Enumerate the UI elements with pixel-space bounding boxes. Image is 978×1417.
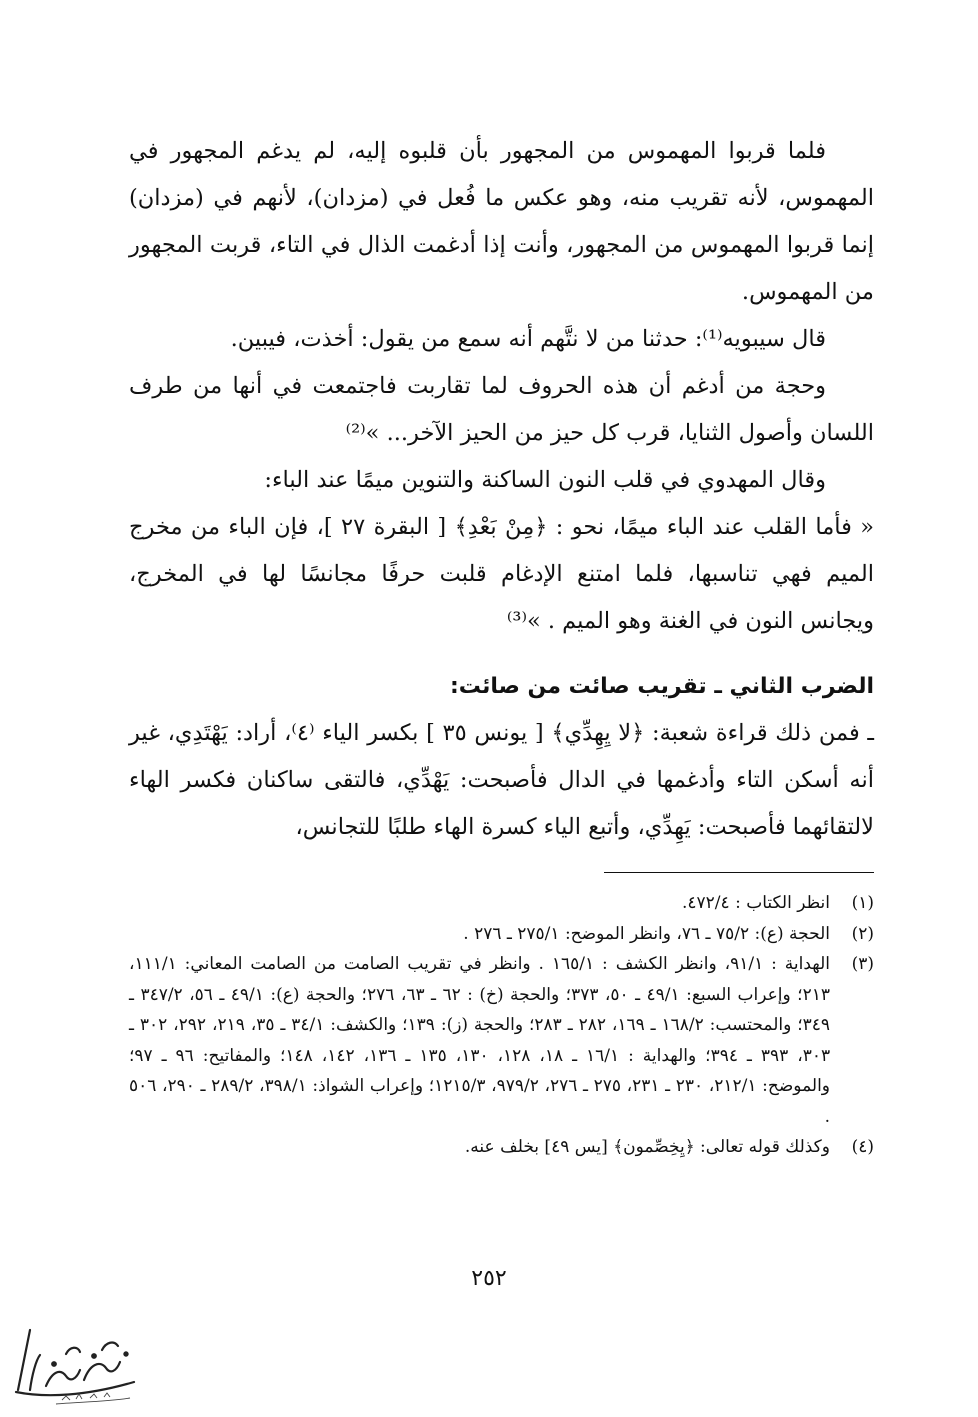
section-heading: الضرب الثاني ـ تقريب صائت من صائت: bbox=[450, 674, 874, 699]
main-text bbox=[129, 128, 874, 851]
paragraph-5-quote: « فأما القلب عند الباء ميمًا، نحو : ﴿مِنْ بَعْدِ﴾ [ البقرة ٢٧ ]، فإن الباء من مخرج الميم فهي تناسبها، فلما امتنع الإدغام قلبت حرفًا مجانسًا لها في المخرج، ويجانس النون في الغنة وهو الميم . »⁽³⁾ bbox=[129, 514, 874, 634]
publisher-logo bbox=[6, 1320, 146, 1410]
footnote-divider bbox=[604, 872, 874, 873]
footnote-number: (٢) bbox=[851, 923, 874, 944]
footnote bbox=[129, 949, 874, 1132]
footnote bbox=[129, 888, 874, 919]
footnote bbox=[129, 1132, 874, 1163]
paragraph-4: وقال المهدوي في قلب النون الساكنة والتنوين ميمًا عند الباء: bbox=[264, 467, 826, 493]
footnote-number: (٤) bbox=[851, 1137, 874, 1157]
footnote bbox=[129, 919, 874, 950]
paragraph-2: قال سيبويه⁽¹⁾: حدثنا من لا نتَّهم أنه سمع من يقول: أخذت، فيبين. bbox=[230, 326, 826, 352]
footnote-text: الحجة (ع): ٧٥/٢ ـ ٧٦، وانظر الموضح: ٢٧٥/١ ـ ٢٧٦ . bbox=[463, 923, 830, 944]
paragraph-6: ـ فمن ذلك قراءة شعبة: ﴿لا يِهِدِّي﴾ [ يونس ٣٥ ] بكسر الياء ⁽٤⁾، أراد: يَهْتَدِي، غير أنه أسكن التاء وأدغمها في الدال فأصبحت: يَهْدِّي، فالتقى ساكنان فكسر الهاء لالتقائهما فأصبحت: يَهِدِّي، وأتبع الياء كسرة الهاء طلبًا للتجانس، bbox=[129, 720, 875, 840]
paragraph-3: وحجة من أدغم أن هذه الحروف لما تقاربت فاجتمعت في أنها من طرف اللسان وأصول الثنايا، قرب كل حيز من الحيز الآخر... »⁽²⁾ bbox=[129, 373, 874, 446]
footnote-number: (١) bbox=[851, 893, 874, 913]
footnotes bbox=[129, 888, 874, 1163]
footnote-number: (٣) bbox=[851, 954, 874, 974]
footnote-text: وكذلك قوله تعالى: ﴿يِخِصِّمون﴾ [يس ٤٩] بخلف عنه. bbox=[464, 1137, 830, 1157]
footnote-text: الهداية : ٩١/١، وانظر الكشف : ١٦٥/١ . وانظر في تقريب الصامت من الصامت المعاني: ١١١/١، ٢١٣؛ وإعراب السبع: ٤٩/١ ـ ٥٠، ٣٧٣؛ والحجة (خ) : ٦٢ ـ ٦٣، ٢٧٦؛ والحجة (ع): ٤٩/١ ـ ٥٦، ٣٤٧/٢ ـ ٣٤٩؛ والمحتسب: ١٦٨/٢ ـ ١٦٩، ٢٨٢ ـ ٢٨٣؛ والحجة (ز): ١٣٩؛ والكشف: ٣٤/١ ـ ٣٥، ٢١٩، ٢٩٢، ٣٠٢ ـ ٣٠٣، ٣٩٣ ـ ٣٩٤؛ والهداية : ١٦/١ ـ ١٨، ١٢٨، ١٣٠، ١٣٥ ـ ١٣٦، ١٤٢، ١٤٨؛ والمفاتيح: ٩٦ ـ ٩٧؛ والموضح: ٢١٢/١، ٢٣٠ ـ ٢٣١، ٢٧٥ ـ ٢٧٦، ٩٧٩/٢، ١٢١٥/٣؛ وإعراب الشواذ: ٣٩٨/١، ٢٨٩/٢ ـ ٢٩٠، ٥٠٦ . bbox=[129, 954, 831, 1127]
paragraph-1: فلما قربوا المهموس من المجهور بأن قلبوه إليه، لم يدغم المجهور في المهموس، لأنه تقريب منه، وهو عكس ما فُعل في (مزدان)، لأنهم في (مزدان) إنما قربوا المهموس من المجهور، وأنت إذا أدغمت الذال في التاء، قربت المجهور من المهموس. bbox=[129, 138, 874, 305]
footnote-text: انظر الكتاب : ٤٧٢/٤. bbox=[682, 893, 830, 913]
page-number: ٢٥٢ bbox=[471, 1266, 507, 1291]
